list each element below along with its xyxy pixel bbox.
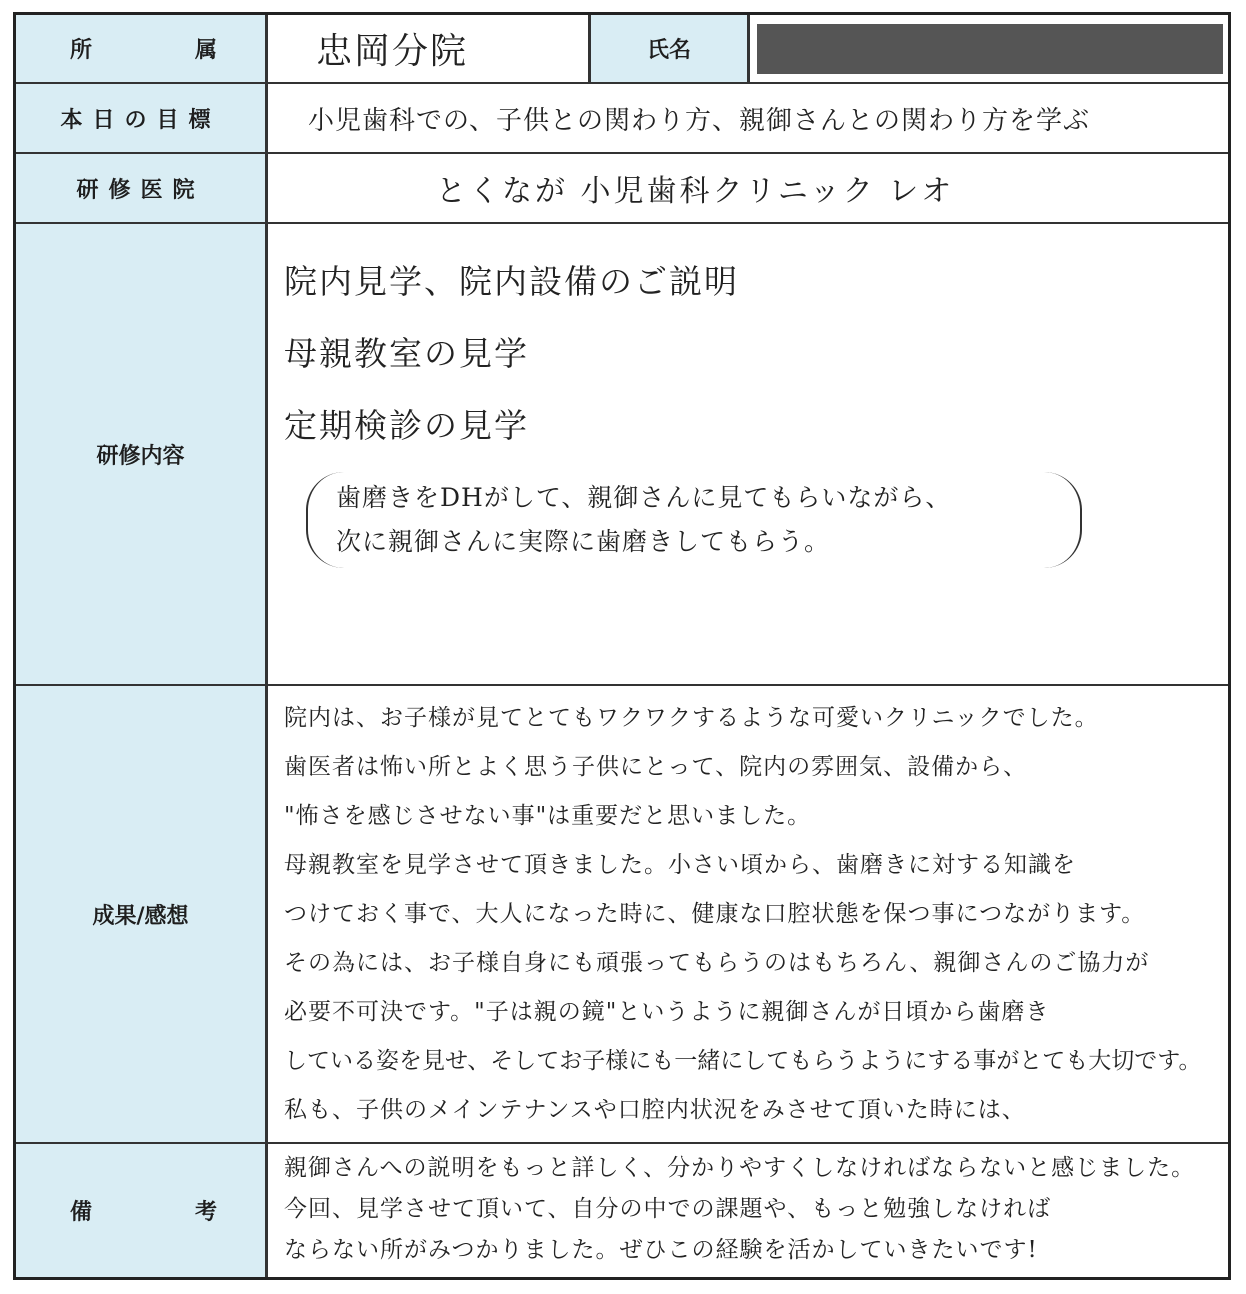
clinic-value: とくなが 小児歯科クリニック レオ (436, 174, 955, 209)
notes-line: ならない所がみつかりました。ぜひこの経験を活かしていきたいです! (284, 1237, 1038, 1263)
affiliation-label (16, 15, 268, 82)
content-line: 定期検診の見学 (284, 406, 529, 445)
clinic-label: 研修医院 (16, 154, 268, 222)
content-row (16, 224, 1228, 686)
result-line: 院内は、お子様が見てとてもワクワクするような可愛いクリニックでした。 (284, 705, 1099, 731)
clinic-row (16, 154, 1228, 224)
result-label: 成果/感想 (16, 686, 268, 1142)
training-report-form (13, 12, 1231, 1280)
notes-row (16, 1144, 1228, 1277)
name-label: 氏名 (588, 15, 750, 82)
content-line: 母親教室の見学 (284, 334, 529, 373)
result-line: その為には、お子様自身にも頑張ってもらうのはもちろん、親御さんのご協力が (284, 950, 1150, 976)
affiliation-value: 忠岡分院 (316, 31, 469, 72)
content-note (306, 472, 1082, 568)
result-line: つけておく事で、大人になった時に、健康な口腔状態を保つ事につながります。 (284, 901, 1146, 927)
content-note-line: 次に親御さんに実際に歯磨きしてもらう。 (336, 527, 831, 556)
affiliation-row (16, 15, 1228, 84)
notes-label-char-2: 考 (194, 1200, 217, 1225)
affiliation-label-char-2: 属 (194, 38, 217, 63)
affiliation-label-char-1: 所 (70, 38, 93, 63)
content-line: 院内見学、院内設備のご説明 (284, 262, 739, 301)
result-line: 歯医者は怖い所とよく思う子供にとって、院内の雰囲気、設備から、 (284, 754, 1028, 780)
notes-line: 親御さんへの説明をもっと詳しく、分かりやすくしなければならないと感じました。 (284, 1155, 1196, 1181)
result-line: 母親教室を見学させて頂きました。小さい頃から、歯磨きに対する知識を (284, 852, 1076, 878)
goal-row (16, 84, 1228, 154)
result-line: 必要不可決です。"子は親の鏡"というように親御さんが日頃から歯磨き (284, 999, 1050, 1025)
content-note-line: 歯磨きをDHがして、親御さんに見てもらいながら、 (336, 483, 952, 512)
result-line: 私も、子供のメインテナンスや口腔内状況をみさせて頂いた時には、 (284, 1097, 1026, 1123)
result-row (16, 686, 1228, 1144)
result-body (268, 686, 1228, 1142)
notes-line: 今回、見学させて頂いて、自分の中での課題や、もっと勉強しなければ (284, 1196, 1052, 1222)
goal-label: 本日の目標 (16, 84, 268, 152)
notes-body (268, 1144, 1228, 1277)
notes-label-char-1: 備 (70, 1200, 93, 1225)
goal-value: 小児歯科での、子供との関わり方、親御さんとの関わり方を学ぶ (308, 105, 1090, 136)
content-body (268, 224, 1228, 684)
redacted-name (757, 24, 1223, 74)
notes-label (16, 1144, 268, 1277)
result-line: している姿を見せ、そしてお子様にも一緒にしてもらうようにする事がとても大切です。 (284, 1048, 1202, 1074)
result-line: "怖さを感じさせない事"は重要だと思いました。 (284, 803, 812, 829)
content-label: 研修内容 (16, 224, 268, 684)
